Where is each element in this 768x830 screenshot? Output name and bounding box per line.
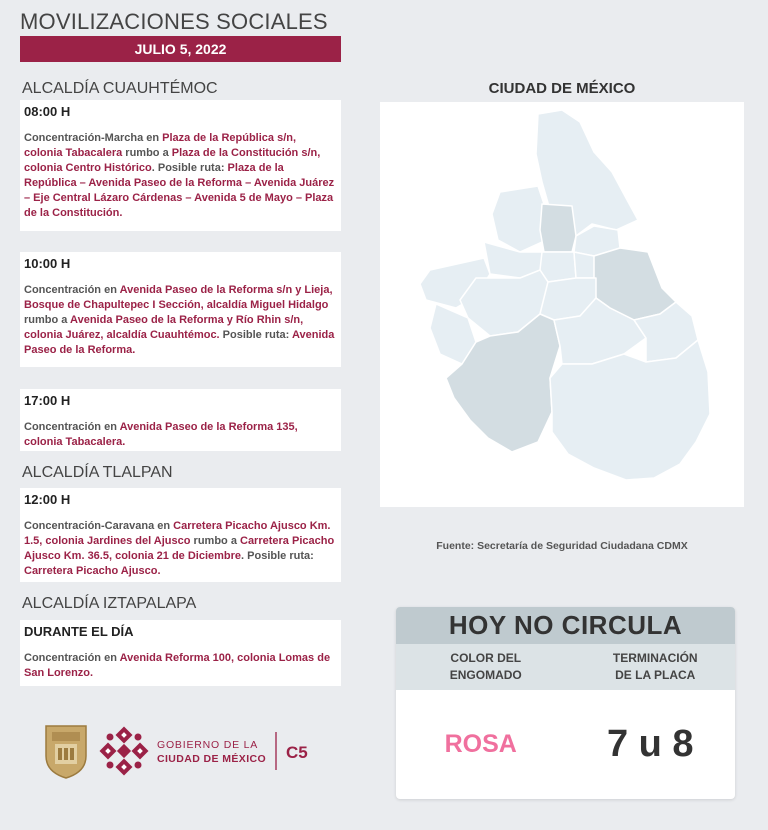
event-text: . Posible ruta: [241, 550, 314, 562]
event-text: Concentración-Marcha [24, 132, 144, 144]
date-banner: JULIO 5, 2022 [20, 36, 341, 62]
event-text: rumbo a [24, 314, 71, 326]
cdmx-map [380, 102, 744, 507]
map-region-iztacalco [574, 252, 596, 278]
cdmx-government-logo-icon [100, 727, 149, 776]
event-text: en [154, 520, 174, 532]
map-region-azcapotzalco [492, 186, 546, 252]
location-text: Avenida Paseo de la Reforma. [24, 329, 335, 356]
location-text: Avenida Paseo de la Reforma s/n y Lieja, Bosque de Chapultepec I Sección, alcaldía Miguel Hidalgo [24, 284, 333, 311]
event-description [24, 651, 337, 681]
hoy-no-circula-title: HOY NO CIRCULA [396, 607, 735, 644]
c5-logo-text: C5 [286, 743, 308, 762]
event-description [24, 283, 337, 358]
location-text: Avenida Paseo de la Reforma y Río Rhin s/n, colonia Juárez, alcaldía Cuauhtémoc. [24, 314, 304, 341]
event-card [20, 100, 341, 231]
event-card [20, 252, 341, 367]
location-text: Avenida Paseo de la Reforma 135, colonia Tabacalera. [24, 421, 298, 448]
event-card [20, 488, 341, 582]
event-text: Concentración [24, 652, 102, 664]
gov-line2: CIUDAD DE MÉXICO [157, 753, 267, 765]
event-text: en [101, 421, 120, 433]
color-value: ROSA [444, 730, 517, 758]
location-text: Plaza de la República s/n, colonia Tabacalera [24, 132, 297, 159]
footer-logos [44, 722, 324, 780]
event-card [20, 389, 341, 451]
location-text: Carretera Picacho Ajusco Km. 1.5, colonia Jardines del Ajusco [24, 520, 331, 547]
plate-label: TERMINACIÓN DE LA PLACA [612, 651, 698, 682]
hoy-no-circula-labels [396, 644, 735, 690]
event-text: en [101, 652, 120, 664]
event-text: Concentración [24, 284, 102, 296]
hoy-no-circula-panel [396, 607, 735, 799]
event-text: . Posible ruta: [151, 162, 228, 174]
event-text: rumbo a [122, 147, 172, 159]
section-heading-iztapalapa: ALCALDÍA IZTAPALAPA [22, 595, 197, 612]
event-text: Concentración-Caravana [24, 520, 155, 532]
logos-svg [44, 722, 324, 780]
event-text: en [101, 284, 120, 296]
page-title: MOVILIZACIONES SOCIALES [20, 9, 328, 34]
coat-of-arms-icon [46, 726, 86, 778]
location-text: Plaza de la Constitución s/n, colonia Centro Histórico [24, 147, 321, 174]
map-region-cuauhtemoc [540, 204, 576, 252]
event-time: 08:00 H [24, 104, 71, 119]
gov-line1: GOBIERNO DE LA [157, 739, 259, 751]
event-time: 12:00 H [24, 492, 71, 507]
section-heading-cuauhtemoc: ALCALDÍA CUAUHTÉMOC [22, 80, 218, 97]
cdmx-map-svg [380, 102, 744, 507]
event-time: 10:00 H [24, 256, 71, 271]
location-text: Avenida Reforma 100, colonia Lomas de San Lorenzo. [24, 652, 331, 679]
event-description [24, 519, 337, 579]
event-text: Posible ruta: [219, 329, 292, 341]
event-text: Concentración [24, 421, 102, 433]
section-heading-tlalpan: ALCALDÍA TLALPAN [22, 464, 173, 481]
plate-value: 7 u 8 [606, 723, 694, 765]
location-text: Plaza de la República – Avenida Paseo de la Reforma – Avenida Juárez – Eje Central Lázaro Cárdenas – Avenida 5 de Mayo – Plaza de la Constitución. [24, 162, 335, 219]
event-time: DURANTE EL DÍA [24, 624, 134, 639]
event-description [24, 131, 337, 221]
location-text: Carretera Picacho Ajusco. [24, 565, 161, 577]
event-time: 17:00 H [24, 393, 71, 408]
map-source: Fuente: Secretaría de Seguridad Ciudadana CDMX [436, 540, 688, 552]
hoy-no-circula-values [396, 690, 735, 799]
event-card [20, 620, 341, 686]
event-description [24, 420, 337, 450]
event-text: rumbo a [190, 535, 240, 547]
color-label: COLOR DEL ENGOMADO [449, 651, 522, 682]
event-text: en [143, 132, 163, 144]
map-title: CIUDAD DE MÉXICO [488, 80, 636, 97]
location-text: Carretera Picacho Ajusco Km. 36.5, colonia 21 de Diciembre [24, 535, 335, 562]
